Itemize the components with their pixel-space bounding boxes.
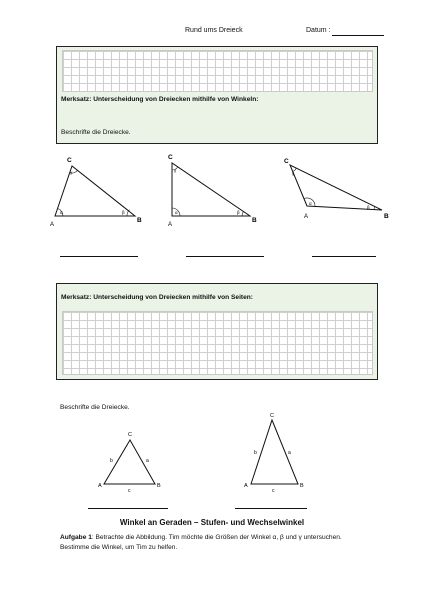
triangle4-vertex-a: A — [98, 483, 102, 489]
triangle3-angle-gamma: γ — [292, 171, 295, 176]
triangle5-side-a: a — [288, 450, 291, 456]
triangle5-side-b: b — [254, 450, 257, 456]
triangle4-side-c: c — [128, 488, 131, 494]
task-1-text — [60, 533, 380, 553]
triangle5-side-c: c — [272, 488, 275, 494]
triangle2-vertex-b: B — [252, 217, 257, 224]
triangle4-vertex-c: C — [128, 432, 132, 438]
angle-triangles-figure — [0, 148, 424, 238]
answer-line-triangle-4[interactable] — [88, 508, 168, 509]
answer-line-triangle-1[interactable] — [60, 256, 138, 257]
triangle1-angle-beta: β — [122, 210, 125, 215]
merksatz-box-sides — [56, 283, 378, 380]
triangle2-vertex-a: A — [168, 222, 173, 228]
triangle3-vertex-b: B — [384, 213, 389, 220]
side-triangles-figure — [0, 408, 424, 498]
writing-grid-angles[interactable] — [62, 50, 373, 92]
triangle3-angle-alpha: α — [309, 201, 312, 206]
triangle4-side-b: b — [110, 458, 113, 464]
triangle1-angle-alpha: α — [60, 210, 63, 215]
answer-line-triangle-5[interactable] — [235, 508, 307, 509]
answer-line-triangle-3[interactable] — [312, 256, 376, 257]
merksatz-heading-angles: Merksatz: Unterscheidung von Dreiecken mithilfe von Winkeln: — [61, 96, 259, 103]
task-1-body: : Betrachte die Abbildung. Tim möchte die Größen der Winkel α, β und γ untersuchen. — [91, 534, 342, 541]
task-1-label: Aufgabe 1 — [60, 534, 92, 541]
merksatz-box-angles — [56, 46, 378, 144]
section-title: Winkel an Geraden – Stufen- und Wechselwinkel — [119, 518, 305, 527]
triangle-angles-3 — [290, 165, 382, 210]
triangle2-vertex-c: C — [168, 154, 173, 161]
triangle-angles-1 — [55, 166, 135, 216]
instruction-label-angles: Beschrifte die Dreiecke. — [61, 129, 131, 136]
triangle5-vertex-b: B — [300, 483, 304, 489]
triangle4-side-a: a — [146, 458, 149, 464]
triangle2-angle-gamma: γ — [174, 168, 177, 173]
triangle3-vertex-c: C — [284, 158, 289, 165]
date-answer-line[interactable] — [332, 35, 384, 36]
page-title: Rund ums Dreieck — [185, 27, 243, 34]
triangle1-vertex-a: A — [50, 222, 55, 228]
triangle4-vertex-b: B — [157, 483, 161, 489]
triangle2-angle-beta: β — [237, 210, 240, 215]
triangle2-angle-alpha: α — [175, 210, 178, 215]
triangle3-angle-beta: β — [367, 205, 370, 210]
triangle3-vertex-a: A — [304, 214, 309, 220]
triangle5-vertex-c: C — [270, 413, 274, 419]
writing-grid-sides[interactable] — [62, 311, 373, 375]
task-1-body-line2: Bestimme die Winkel, um Tim zu helfen. — [60, 544, 178, 551]
triangle5-vertex-a: A — [244, 483, 248, 489]
triangle-sides-2 — [251, 420, 298, 484]
answer-line-triangle-2[interactable] — [186, 256, 264, 257]
triangle-angles-2 — [172, 163, 250, 216]
merksatz-heading-sides: Merksatz: Unterscheidung von Dreiecken mithilfe von Seiten: — [61, 294, 253, 301]
triangle1-vertex-c: C — [67, 157, 72, 164]
instruction-label-sides: Beschrifte die Dreiecke. — [60, 404, 130, 411]
triangle1-vertex-b: B — [137, 217, 142, 224]
date-label: Datum : — [306, 27, 331, 34]
triangle1-angle-gamma: γ — [70, 170, 73, 175]
